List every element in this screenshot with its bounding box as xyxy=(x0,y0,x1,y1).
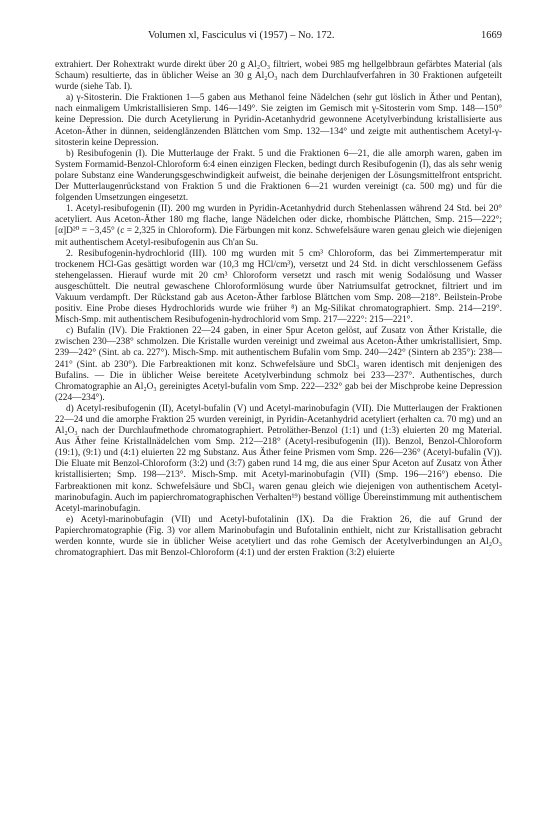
running-head xyxy=(55,30,502,46)
paragraph-sitosterin: a) γ-Sitosterin. Die Fraktionen 1—5 gaben aus Methanol feine Nädelchen (sehr gut löslich in Äther und Pentan), nach einmaligem Umkristallisieren Smp. 146—149°. Sie zeigten im Gemisch mit γ-Sitosterin vom Smp. 148—150° keine Depression. Die durch Acetylierung in Pyridin-Acetanhydrid gewonnene Acetylverbindung kristallisierte aus Aceton-Äther in dünnen, seidenglänzenden Blättchen vom Smp. 132—134° und zeigte mit authentischem Acetyl-γ-sitosterin keine Depression. xyxy=(55,93,502,148)
journal-page xyxy=(55,30,502,559)
paragraph-acetyl-marinobufagin-bufotalinin: e) Acetyl-marinobufagin (VII) und Acetyl-bufotalinin (IX). Da die Fraktion 26, die auf Grund der Papierchromatographie (Fig. 3) vor allem Marinobufagin und Bufotalinin enthielt, nicht zur Kristallisation gebracht werden konnte, wurde sie in üblicher Weise acetyliert und das rohe Gemisch der Acetylverbindungen an Al₂O₃ chromatographiert. Das mit Benzol-Chloroform (4:1) und der ersten Fraktion (3:2) eluierte xyxy=(55,514,502,559)
paragraph-extraction: extrahiert. Der Rohextrakt wurde direkt über 20 g Al₂O₃ filtriert, wobei 985 mg hellgelbbraun gefärbtes Material (als Schaum) resultierte, das in üblicher Weise an 30 g Al₂O₃ nach dem Durchlaufverfahren in 30 Fraktionen aufgeteilt wurde (siehe Tab. I). xyxy=(55,60,502,93)
journal-citation: Volumen xl, Fasciculus vi (1957) – No. 172. xyxy=(148,30,335,41)
paragraph-acetyl-derivatives: d) Acetyl-resibufogenin (II), Acetyl-bufalin (V) und Acetyl-marinobufagin (VII). Die Mutterlaugen der Fraktionen 22—24 und die amorphe Fraktion 25 wurden vereinigt, in Pyridin-Acetanhydrid acetyliert (erhalten ca. 70 mg) und an Al₂O₃ nach der Durchlaufmethode chromatographiert. Petroläther-Benzol (1:1) und (1:3) eluierten 20 mg Material. Aus Äther feine Kristallnädelchen vom Smp. 212—218° (Acetyl-resibufogenin (II)). Benzol, Benzol-Chloroform (19:1), (9:1) und (4:1) eluierten 22 mg Substanz. Aus Äther feine Prismen vom Smp. 226—236° (Acetyl-bufalin (V)). Die Eluate mit Benzol-Chloroform (3:2) und (3:7) gaben rund 14 mg, die aus einer Spur Aceton auf Zusatz von Äther kristallisierten; Smp. 198—213°. Misch-Smp. mit Acetyl-marinobufagin (VII) (Smp. 196—216°) ebenso. Die Farbreaktionen mit konz. Schwefelsäure und SbCl₃ waren genau gleich wie diejenigen von authentischem Acetyl-marinobufagin. Auch im papierchromatographischen Verhalten¹⁹) bestand völlige Übereinstimmung mit authentischem Acetyl-marinobufagin. xyxy=(55,403,502,514)
paragraph-acetyl-resibufogenin: 1. Acetyl-resibufogenin (II). 200 mg wurden in Pyridin-Acetanhydrid durch Stehenlassen während 24 Std. bei 20° acetyliert. Aus Aceton-Äther 180 mg flache, lange Nädelchen oder dicke, rhombische Plättchen, Smp. 215—222°; [α]D²⁰ = −3,45° (c = 2,325 in Chloroform). Die Färbungen mit konz. Schwefelsäure waren genau gleich wie diejenigen mit authentischem Acetyl-resibufogenin aus Ch'an Su. xyxy=(55,204,502,248)
paragraph-resibufogenin: b) Resibufogenin (I). Die Mutterlauge der Frakt. 5 und die Fraktionen 6—21, die alle amorph waren, gaben im System Formamid-Benzol-Chloroform 6:4 einen einzigen Flecken, bedingt durch Resibufogenin (I), das als sehr wenig polare Substanz eine Wanderungsgeschwindigkeit aufweist, die beinahe derjenigen der Lösungsmittelfront entspricht. Der Mutterlaugenrückstand von Fraktion 5 und die Fraktionen 6—21 wurden vereinigt (ca. 500 mg) und für die folgenden Umsetzungen eingesetzt. xyxy=(55,148,502,204)
paragraph-resibufogenin-hydrochlorid: 2. Resibufogenin-hydrochlorid (III). 100 mg wurden mit 5 cm³ Chloroform, das bei Zimmertemperatur mit trockenem HCl-Gas gesättigt worden war (10,3 mg HCl/cm³), versetzt und 24 Std. in dicht verschlossenem Gefäss stehengelassen. Hierauf wurde mit 20 cm³ Chloroform versetzt und rasch mit wenig Sodalösung und Wasser ausgeschüttelt. Die neutral gewaschene Chloroformlösung wurde über Natriumsulfat getrocknet, filtriert und im Vakuum verdampft. Der Rückstand gab aus Aceton-Äther farblose Blättchen vom Smp. 208—218°. Beilstein-Probe positiv. Eine Probe dieses Hydrochlorids wurde wie früher ⁸) an Mg-Silikat chromatographiert. Smp. 214—219°. Misch-Smp. mit authentischem Resibufogenin-hydrochlorid vom Smp. 217—222°: 215—221°. xyxy=(55,248,502,326)
page-number: 1669 xyxy=(481,30,502,41)
article-body xyxy=(55,60,502,559)
paragraph-bufalin: c) Bufalin (IV). Die Fraktionen 22—24 gaben, in einer Spur Aceton gelöst, auf Zusatz von Äther Kristalle, die zwischen 230—238° schmolzen. Die Kristalle wurden vereinigt und zweimal aus Aceton-Äther umkristallisiert, Smp. 239—242° (Sint. ab ca. 227°). Misch-Smp. mit authentischem Bufalin vom Smp. 240—242° (Sintern ab 235°): 238—241° (Sint. ab 230°). Die Farbreaktionen mit konz. Schwefelsäure und SbCl₃ waren identisch mit denjenigen des Bufalins. — Die in üblicher Weise bereitete Acetylverbindung schmolz bei 233—237°. Authentisches, durch Chromatographie an Al₂O₃ gereinigtes Acetyl-bufalin vom Smp. 222—232° gab bei der Mischprobe keine Depression (224—234°). xyxy=(55,326,502,403)
